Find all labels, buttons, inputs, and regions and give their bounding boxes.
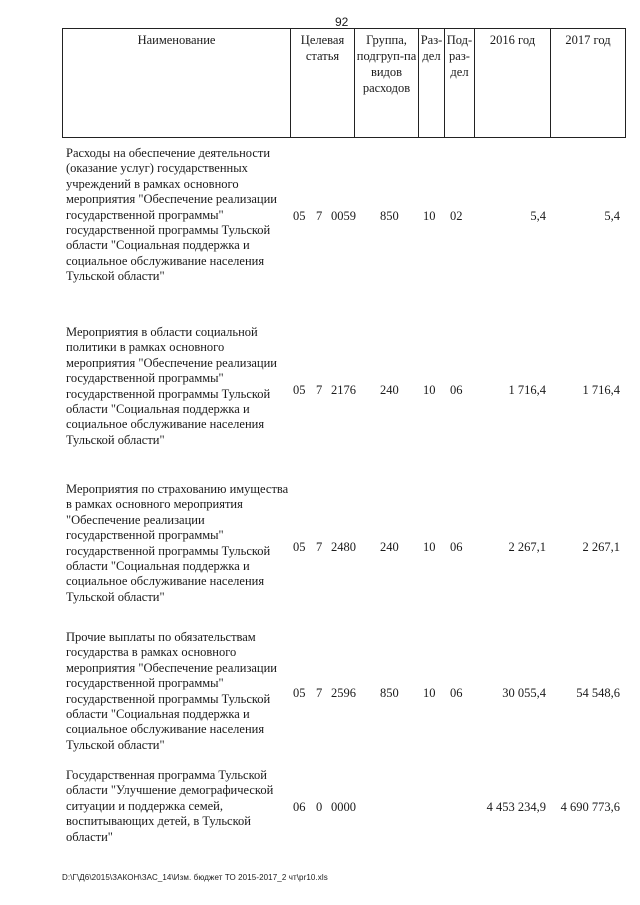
value-2017: 54 548,6	[576, 686, 620, 700]
file-path-footer: D:\Г\Д6\2015\ЗАКОН\ЗАС_14\Изм. бюджет ТО 2015-2017_2 чт\pr10.xls	[62, 873, 328, 882]
value-2016: 4 453 234,9	[486, 800, 546, 814]
target-code-direction: 2176	[331, 383, 356, 397]
target-code-subprogram: 0	[316, 800, 323, 814]
expense-group-value: 850	[380, 686, 399, 700]
target-code-program: 05	[293, 540, 306, 554]
header-target-article: Целевая статья	[290, 28, 354, 138]
row-name: Государственная программа Тульской области "Улучшение демографической ситуации и поддержка семей, воспитывающих детей, в Тульской области"	[66, 768, 274, 844]
target-code-program: 05	[293, 209, 306, 223]
value-2017: 5,4	[604, 209, 620, 223]
row-name: Прочие выплаты по обязательствам государства в рамках основного мероприятия "Обеспечение реализации государственной программы" государственной программы Тульской области "Социальная поддержка и социальное обслуживание населения Тульской области"	[66, 630, 277, 752]
value-2016: 1 716,4	[508, 383, 546, 397]
section-value: 10	[423, 209, 436, 223]
subsection-value: 06	[450, 686, 463, 700]
header-name: Наименование	[62, 28, 290, 138]
target-code-subprogram: 7	[316, 686, 323, 700]
page-number: 92	[335, 15, 349, 29]
section-value: 10	[423, 383, 436, 397]
value-2016: 30 055,4	[502, 686, 546, 700]
value-2017: 4 690 773,6	[560, 800, 620, 814]
subsection-value: 06	[450, 540, 463, 554]
subsection-value: 02	[450, 209, 463, 223]
target-code-direction: 0059	[331, 209, 356, 223]
subsection-value: 06	[450, 383, 463, 397]
row-name: Расходы на обеспечение деятельности (оказание услуг) государственных учреждений в рамках основного мероприятия "Обеспечение реализации государственной программы" государственной программы Тульской области "Социальная поддержка и социальное обслуживание населения Тульской области"	[66, 146, 277, 284]
target-code-direction: 2480	[331, 540, 356, 554]
table-header	[62, 28, 626, 138]
target-code-subprogram: 7	[316, 383, 323, 397]
expense-group-value: 240	[380, 383, 399, 397]
header-year-2017: 2017 год	[550, 28, 626, 138]
target-code-subprogram: 7	[316, 209, 323, 223]
target-code-program: 05	[293, 686, 306, 700]
target-code-direction: 2596	[331, 686, 356, 700]
header-section: Раз-дел	[418, 28, 444, 138]
header-subsection: Под-раз-дел	[444, 28, 474, 138]
value-2016: 5,4	[530, 209, 546, 223]
expense-group-value: 240	[380, 540, 399, 554]
expense-group-value: 850	[380, 209, 399, 223]
row-name: Мероприятия в области социальной политики в рамках основного мероприятия "Обеспечение реализации государственной программы" государственной программы Тульской области "Социальная поддержка и социальное обслуживание населения Тульской области"	[66, 325, 277, 447]
section-value: 10	[423, 540, 436, 554]
target-code-program: 06	[293, 800, 306, 814]
row-name: Мероприятия по страхованию имущества в рамках основного мероприятия "Обеспечение реализации государственной программы" государственной программы Тульской области "Социальная поддержка и социальное обслуживание населения Тульской области"	[66, 482, 289, 604]
value-2017: 2 267,1	[582, 540, 620, 554]
target-code-program: 05	[293, 383, 306, 397]
target-code-subprogram: 7	[316, 540, 323, 554]
value-2016: 2 267,1	[508, 540, 546, 554]
value-2017: 1 716,4	[582, 383, 620, 397]
header-year-2016: 2016 год	[474, 28, 550, 138]
section-value: 10	[423, 686, 436, 700]
target-code-direction: 0000	[331, 800, 356, 814]
header-expense-group: Группа, подгруп-па видов расходов	[354, 28, 418, 138]
